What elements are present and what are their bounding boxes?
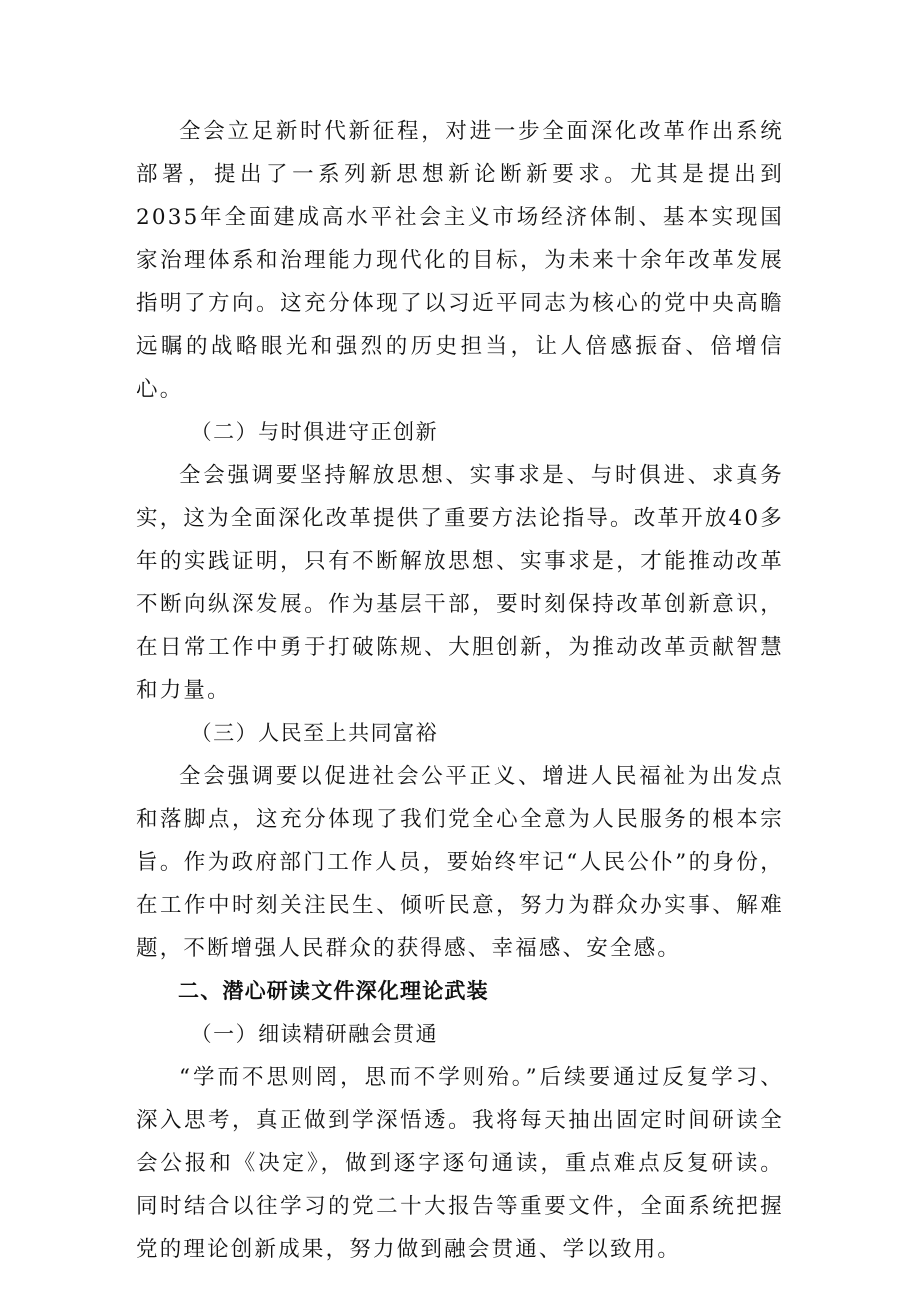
subheading-careful-study: （一）细读精研融会贯通 <box>190 1022 439 1046</box>
subheading-people-first: （三）人民至上共同富裕 <box>190 721 439 745</box>
section-heading-theory-study: 二、潜心研读文件深化理论武装 <box>178 979 489 1003</box>
paragraph-study-plan: “学而不思则罔，思而不学则殆。”后续要通过反复学习、深入思考，真正做到学深悟透。我将每天抽出固定时间研读全会公报和《决定》，做到逐字逐句通读，重点难点反复研读。同时结合以往学习的党二十大报告等重要文件，全面系统把握党的理论创新成果，努力做到融会贯通、学以致用。 <box>136 1065 784 1262</box>
subheading-keep-pace-with-times: （二）与时俱进守正创新 <box>190 420 439 444</box>
paragraph-methodology: 全会强调要坚持解放思想、实事求是、与时俱进、求真务实，这为全面深化改革提供了重要方法论指导。改革开放40多年的实践证明，只有不断解放思想、实事求是，才能推动改革不断向纵深发展。作为基层干部，要时刻保持改革创新意识，在日常工作中勇于打破陈规、大胆创新，为推动改革贡献智慧和力量。 <box>136 463 784 703</box>
paragraph-people-wellbeing: 全会强调要以促进社会公平正义、增进人民福祉为出发点和落脚点，这充分体现了我们党全心全意为人民服务的根本宗旨。作为政府部门工作人员，要始终牢记“人民公仆”的身份，在工作中时刻关注民生、倾听民意，努力为群众办实事、解难题，不断增强人民群众的获得感、幸福感、安全感。 <box>136 764 784 961</box>
document-body <box>136 110 784 1271</box>
paragraph-reform-deployment: 全会立足新时代新征程，对进一步全面深化改革作出系统部署，提出了一系列新思想新论断新要求。尤其是提出到2035年全面建成高水平社会主义市场经济体制、基本实现国家治理体系和治理能力现代化的目标，为未来十余年改革发展指明了方向。这充分体现了以习近平同志为核心的党中央高瞻远瞩的战略眼光和强烈的历史担当，让人倍感振奋、倍增信心。 <box>136 119 784 402</box>
